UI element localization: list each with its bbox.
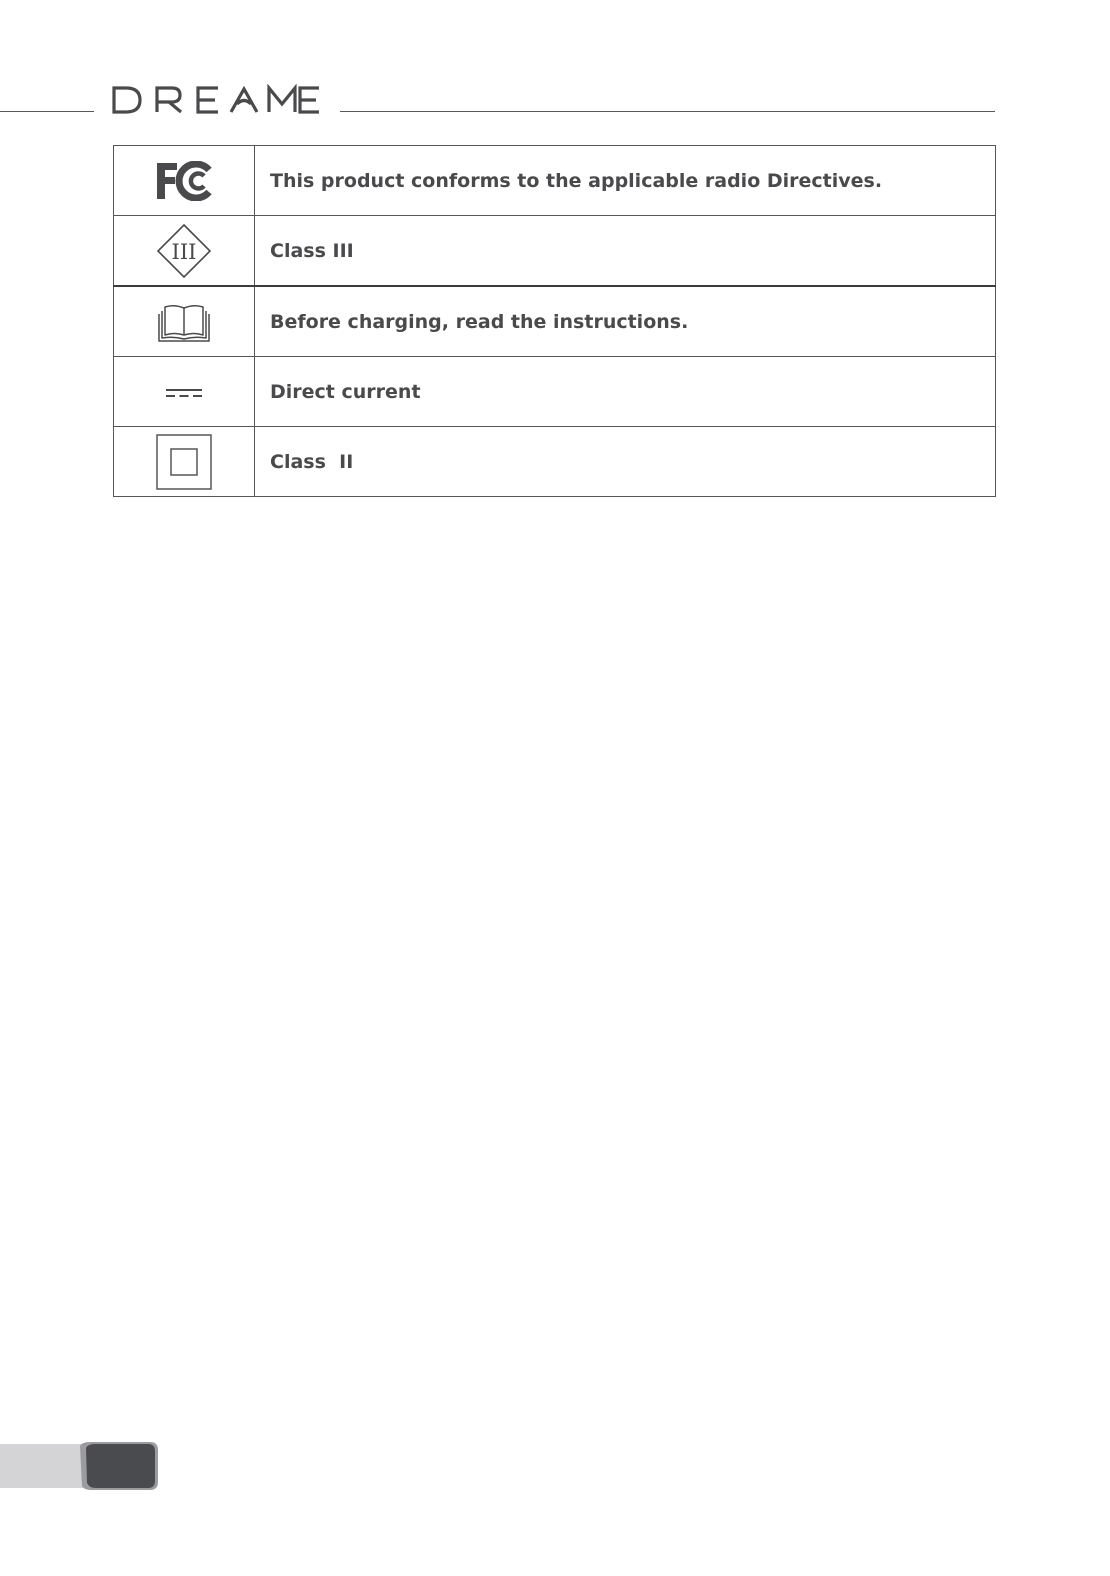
table-row — [114, 146, 996, 216]
class-ii-icon — [156, 434, 212, 490]
class-iii-label: III — [171, 239, 197, 264]
page-tab-icon — [0, 1442, 160, 1494]
symbol-description: Before charging, read the instructions. — [255, 286, 996, 357]
direct-current-icon — [165, 386, 203, 400]
symbol-description: Direct current — [255, 357, 996, 427]
symbol-description: This product conforms to the applicable radio Directives. — [255, 146, 996, 216]
symbols-table — [113, 145, 996, 497]
symbol-description: Class II — [255, 427, 996, 497]
dreame-logo-icon — [111, 84, 321, 116]
fcc-icon — [155, 161, 213, 201]
symbol-cell — [114, 357, 255, 427]
brand-logo — [111, 84, 321, 116]
read-instructions-icon — [155, 302, 213, 342]
symbol-cell — [114, 427, 255, 497]
header-rule-left — [0, 111, 94, 112]
symbol-cell — [114, 216, 255, 287]
symbol-description: Class III — [255, 216, 996, 287]
class-iii-icon — [156, 223, 212, 279]
table-row — [114, 427, 996, 497]
page-tab — [0, 1442, 160, 1494]
table-row — [114, 216, 996, 287]
header-rule-right — [340, 111, 995, 112]
table-row — [114, 357, 996, 427]
symbol-cell — [114, 286, 255, 357]
table-row — [114, 286, 996, 357]
symbol-cell — [114, 146, 255, 216]
